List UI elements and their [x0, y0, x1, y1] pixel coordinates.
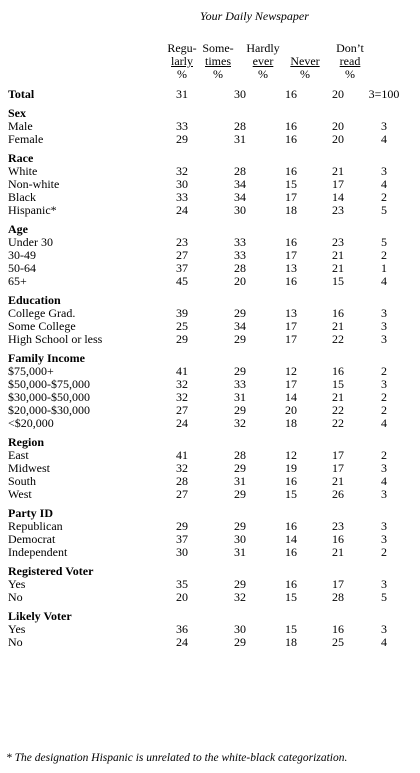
value-cell: 18 — [285, 203, 297, 217]
value-cell: 21 — [332, 319, 344, 333]
value-cell: 29 — [234, 306, 246, 320]
value-cell: 17 — [285, 248, 297, 262]
value-cell: 3 — [381, 461, 387, 475]
value-cell: 31 — [234, 545, 246, 559]
row-label: Black — [8, 190, 36, 204]
value-cell: 3 — [381, 306, 387, 320]
column-header — [241, 42, 285, 81]
table-row — [8, 236, 405, 249]
table-row — [8, 249, 405, 262]
value-cell: 2 — [381, 403, 387, 417]
value-cell: 27 — [176, 248, 188, 262]
table-row — [8, 462, 405, 475]
column-header-line1: Regu- — [167, 41, 197, 55]
value-cell: 29 — [176, 132, 188, 146]
value-cell: 29 — [234, 364, 246, 378]
column-header — [283, 42, 327, 81]
value-cell: 29 — [234, 519, 246, 533]
value-cell: 17 — [285, 377, 297, 391]
section-heading-row — [8, 604, 405, 623]
value-cell: 4 — [381, 416, 387, 430]
value-cell: 22 — [332, 416, 344, 430]
row-label: $20,000-$30,000 — [8, 403, 90, 417]
value-cell: 34 — [234, 177, 246, 191]
value-cell: 20 — [176, 590, 188, 604]
row-label: Yes — [8, 577, 26, 591]
value-cell: 24 — [176, 416, 188, 430]
column-header-unit: % — [258, 67, 268, 81]
row-label: No — [8, 590, 23, 604]
value-cell: 16 — [332, 306, 344, 320]
table-row — [8, 275, 405, 288]
value-cell: 16 — [285, 577, 297, 591]
value-cell: 16 — [285, 519, 297, 533]
table-row — [8, 404, 405, 417]
value-cell: 30 — [176, 545, 188, 559]
value-cell: 30 — [234, 532, 246, 546]
value-cell: 39 — [176, 306, 188, 320]
column-header — [196, 42, 240, 81]
value-cell: 15 — [332, 377, 344, 391]
row-label: $50,000-$75,000 — [8, 377, 90, 391]
value-cell: 29 — [176, 332, 188, 346]
value-cell: 16 — [285, 274, 297, 288]
row-label: Female — [8, 132, 44, 146]
value-cell: 30 — [176, 177, 188, 191]
section-heading: Education — [8, 293, 61, 307]
section-heading-row — [8, 346, 405, 365]
value-cell: 18 — [285, 416, 297, 430]
value-cell: 32 — [234, 590, 246, 604]
value-cell: 34 — [234, 319, 246, 333]
value-cell: 23 — [332, 235, 344, 249]
table-title: Your Daily Newspaper — [200, 9, 309, 23]
row-label: White — [8, 164, 38, 178]
value-cell: 16 — [285, 119, 297, 133]
column-header-line1: Don’t — [336, 41, 364, 55]
row-label: $75,000+ — [8, 364, 54, 378]
value-cell: 28 — [176, 474, 188, 488]
row-label: 65+ — [8, 274, 27, 288]
value-cell: 16 — [285, 164, 297, 178]
row-label: South — [8, 474, 37, 488]
value-cell: 2 — [381, 248, 387, 262]
value-cell: 19 — [285, 461, 297, 475]
row-label: Midwest — [8, 461, 50, 475]
column-header-line2: ever — [252, 54, 274, 68]
column-header-line2: Never — [290, 54, 320, 68]
value-cell: 21 — [332, 248, 344, 262]
value-cell: 45 — [176, 274, 188, 288]
value-cell: 3=100 — [368, 87, 400, 101]
row-label: Republican — [8, 519, 63, 533]
value-cell: 4 — [381, 474, 387, 488]
value-cell: 3 — [381, 532, 387, 546]
value-cell: 28 — [234, 119, 246, 133]
table-row — [8, 178, 405, 191]
value-cell: 5 — [381, 590, 387, 604]
value-cell: 3 — [381, 119, 387, 133]
section-heading-row — [8, 288, 405, 307]
table-row — [8, 578, 405, 591]
table-row — [8, 333, 405, 346]
value-cell: 4 — [381, 635, 387, 649]
value-cell: 41 — [176, 448, 188, 462]
value-cell: 3 — [381, 487, 387, 501]
value-cell: 30 — [234, 87, 246, 101]
column-header-unit: % — [345, 67, 355, 81]
value-cell: 3 — [381, 377, 387, 391]
value-cell: 33 — [176, 119, 188, 133]
value-cell: 32 — [234, 416, 246, 430]
value-cell: 35 — [176, 577, 188, 591]
section-heading: Registered Voter — [8, 564, 94, 578]
value-cell: 15 — [332, 274, 344, 288]
value-cell: 1 — [381, 261, 387, 275]
table-row — [8, 191, 405, 204]
value-cell: 15 — [285, 590, 297, 604]
section-heading: Race — [8, 151, 34, 165]
table-row — [8, 449, 405, 462]
value-cell: 29 — [234, 577, 246, 591]
value-cell: 32 — [176, 390, 188, 404]
column-header — [328, 42, 372, 81]
column-header-line1: Hardly — [246, 41, 280, 55]
value-cell: 28 — [234, 164, 246, 178]
table-row — [8, 120, 405, 133]
value-cell: 32 — [176, 164, 188, 178]
section-heading-row — [8, 146, 405, 165]
value-cell: 16 — [285, 132, 297, 146]
value-cell: 33 — [176, 190, 188, 204]
value-cell: 14 — [285, 532, 297, 546]
value-cell: 3 — [381, 577, 387, 591]
row-label: Yes — [8, 622, 26, 636]
table-row — [8, 636, 405, 649]
value-cell: 17 — [332, 577, 344, 591]
table-row — [8, 546, 405, 559]
value-cell: 20 — [285, 403, 297, 417]
table-row — [8, 488, 405, 501]
value-cell: 16 — [285, 474, 297, 488]
value-cell: 32 — [176, 377, 188, 391]
data-table — [8, 88, 405, 649]
column-header-line2: larly — [171, 54, 193, 68]
row-label: Male — [8, 119, 33, 133]
column-header-unit: % — [300, 67, 310, 81]
value-cell: 23 — [176, 235, 188, 249]
footnote: * The designation Hispanic is unrelated to the white-black categorization. — [6, 752, 348, 764]
section-heading-row — [8, 217, 405, 236]
row-label: Hispanic* — [8, 203, 57, 217]
table-row — [8, 133, 405, 146]
value-cell: 17 — [332, 177, 344, 191]
column-header-line2: read — [339, 54, 361, 68]
section-heading: Age — [8, 222, 28, 236]
section-heading: Region — [8, 435, 44, 449]
value-cell: 2 — [381, 364, 387, 378]
value-cell: 12 — [285, 448, 297, 462]
value-cell: 3 — [381, 319, 387, 333]
value-cell: 25 — [176, 319, 188, 333]
value-cell: 22 — [332, 332, 344, 346]
row-label: No — [8, 635, 23, 649]
table-row — [8, 475, 405, 488]
value-cell: 31 — [176, 87, 188, 101]
table-row — [8, 417, 405, 430]
value-cell: 16 — [285, 87, 297, 101]
row-label: $30,000-$50,000 — [8, 390, 90, 404]
value-cell: 5 — [381, 203, 387, 217]
value-cell: 30 — [234, 203, 246, 217]
value-cell: 17 — [332, 448, 344, 462]
table-row — [8, 204, 405, 217]
row-label: East — [8, 448, 29, 462]
section-heading-row — [8, 101, 405, 120]
value-cell: 16 — [332, 532, 344, 546]
section-heading-row — [8, 430, 405, 449]
row-label: West — [8, 487, 32, 501]
row-label: Under 30 — [8, 235, 53, 249]
row-label: 50-64 — [8, 261, 36, 275]
value-cell: 20 — [332, 119, 344, 133]
value-cell: 5 — [381, 235, 387, 249]
value-cell: 16 — [332, 622, 344, 636]
value-cell: 34 — [234, 190, 246, 204]
row-label: Democrat — [8, 532, 56, 546]
value-cell: 20 — [332, 132, 344, 146]
value-cell: 27 — [176, 487, 188, 501]
section-heading: Sex — [8, 106, 26, 120]
value-cell: 16 — [285, 545, 297, 559]
value-cell: 16 — [285, 235, 297, 249]
value-cell: 41 — [176, 364, 188, 378]
value-cell: 29 — [234, 635, 246, 649]
value-cell: 2 — [381, 545, 387, 559]
value-cell: 28 — [234, 448, 246, 462]
total-row — [8, 88, 405, 101]
section-heading: Family Income — [8, 351, 85, 365]
value-cell: 37 — [176, 261, 188, 275]
value-cell: 27 — [176, 403, 188, 417]
value-cell: 24 — [176, 203, 188, 217]
value-cell: 23 — [332, 203, 344, 217]
value-cell: 25 — [332, 635, 344, 649]
value-cell: 31 — [234, 390, 246, 404]
value-cell: 4 — [381, 177, 387, 191]
value-cell: 15 — [285, 177, 297, 191]
table-row — [8, 591, 405, 604]
row-label: Some College — [8, 319, 76, 333]
value-cell: 22 — [332, 403, 344, 417]
value-cell: 3 — [381, 622, 387, 636]
table-row — [8, 623, 405, 636]
value-cell: 14 — [285, 390, 297, 404]
value-cell: 13 — [285, 261, 297, 275]
row-label: 30-49 — [8, 248, 36, 262]
column-header-line2: times — [205, 54, 231, 68]
value-cell: 20 — [234, 274, 246, 288]
row-label: Non-white — [8, 177, 60, 191]
value-cell: 29 — [234, 461, 246, 475]
value-cell: 17 — [285, 319, 297, 333]
value-cell: 17 — [285, 332, 297, 346]
value-cell: 21 — [332, 164, 344, 178]
row-label: <$20,000 — [8, 416, 54, 430]
value-cell: 21 — [332, 390, 344, 404]
table-row — [8, 520, 405, 533]
value-cell: 4 — [381, 132, 387, 146]
value-cell: 26 — [332, 487, 344, 501]
value-cell: 37 — [176, 532, 188, 546]
value-cell: 4 — [381, 274, 387, 288]
value-cell: 23 — [332, 519, 344, 533]
section-heading-row — [8, 501, 405, 520]
table-row — [8, 533, 405, 546]
value-cell: 15 — [285, 487, 297, 501]
column-header-unit: % — [213, 67, 223, 81]
column-header-unit: % — [177, 67, 187, 81]
value-cell: 29 — [234, 403, 246, 417]
value-cell: 12 — [285, 364, 297, 378]
value-cell: 28 — [234, 261, 246, 275]
value-cell: 18 — [285, 635, 297, 649]
value-cell: 32 — [176, 461, 188, 475]
value-cell: 17 — [285, 190, 297, 204]
row-label: Independent — [8, 545, 68, 559]
value-cell: 20 — [332, 87, 344, 101]
value-cell: 3 — [381, 519, 387, 533]
value-cell: 30 — [234, 622, 246, 636]
value-cell: 31 — [234, 474, 246, 488]
value-cell: 15 — [285, 622, 297, 636]
row-label: College Grad. — [8, 306, 76, 320]
table-row — [8, 262, 405, 275]
value-cell: 21 — [332, 545, 344, 559]
section-heading: Likely Voter — [8, 609, 72, 623]
value-cell: 24 — [176, 635, 188, 649]
value-cell: 17 — [332, 461, 344, 475]
value-cell: 16 — [332, 364, 344, 378]
value-cell: 2 — [381, 190, 387, 204]
table-row — [8, 165, 405, 178]
value-cell: 21 — [332, 261, 344, 275]
value-cell: 33 — [234, 248, 246, 262]
value-cell: 31 — [234, 132, 246, 146]
value-cell: 28 — [332, 590, 344, 604]
section-heading-row — [8, 559, 405, 578]
value-cell: 13 — [285, 306, 297, 320]
section-heading: Party ID — [8, 506, 53, 520]
value-cell: 2 — [381, 448, 387, 462]
value-cell: 36 — [176, 622, 188, 636]
value-cell: 3 — [381, 332, 387, 346]
value-cell: 21 — [332, 474, 344, 488]
value-cell: 33 — [234, 235, 246, 249]
row-label: High School or less — [8, 332, 103, 346]
row-label: Total — [8, 87, 35, 101]
column-header-line1: Some- — [202, 41, 234, 55]
value-cell: 2 — [381, 390, 387, 404]
value-cell: 3 — [381, 164, 387, 178]
value-cell: 14 — [332, 190, 344, 204]
value-cell: 29 — [234, 487, 246, 501]
value-cell: 29 — [234, 332, 246, 346]
value-cell: 29 — [176, 519, 188, 533]
value-cell: 33 — [234, 377, 246, 391]
